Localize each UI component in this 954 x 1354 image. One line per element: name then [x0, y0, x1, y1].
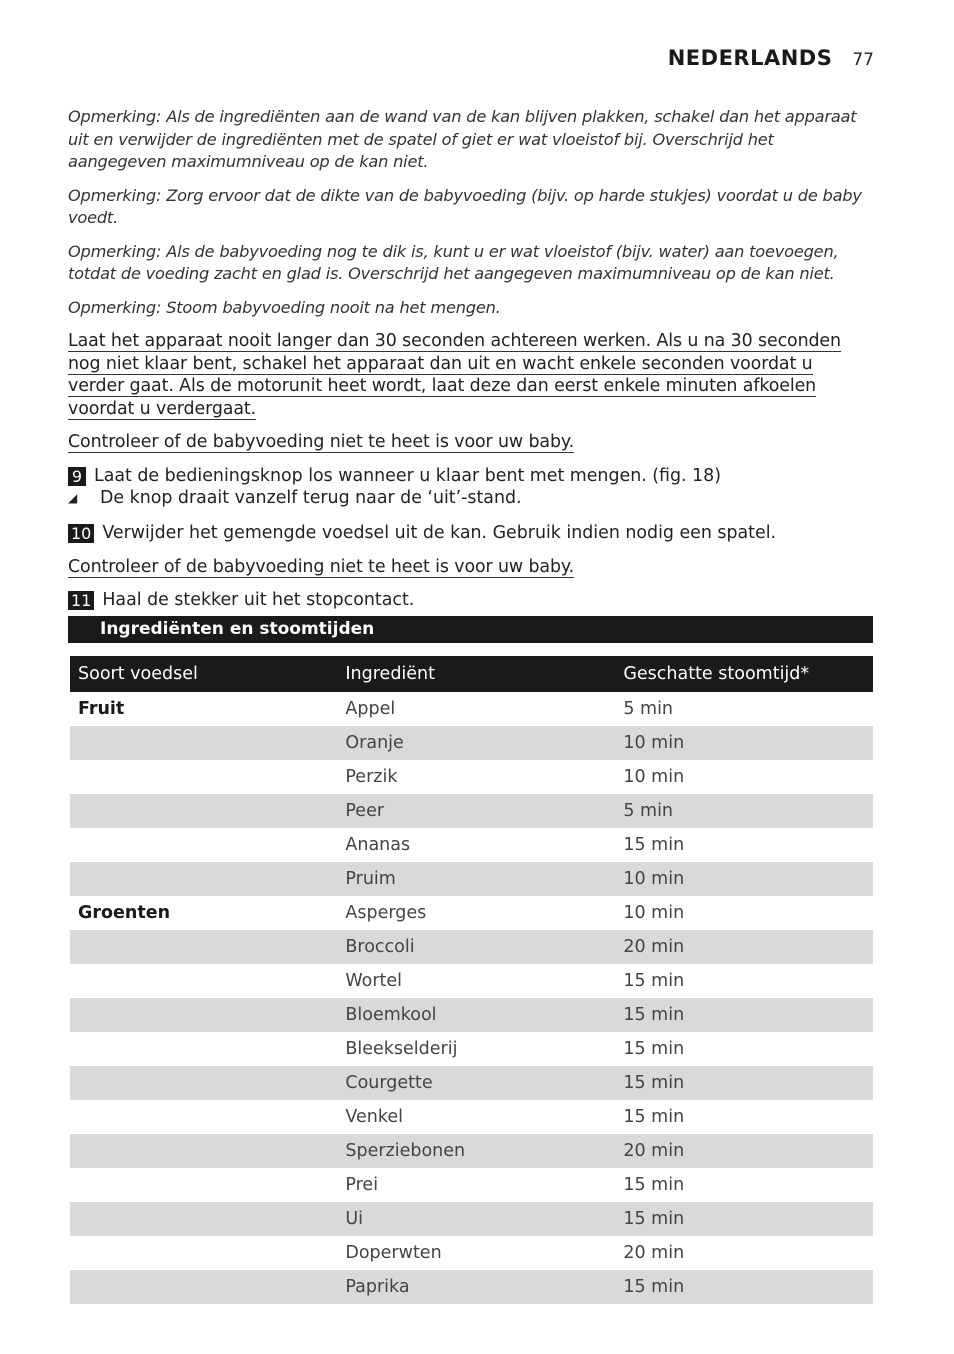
cell-steam-time: 5 min	[623, 699, 674, 719]
column-header-ingredient: Ingrediënt	[337, 656, 615, 692]
table-row	[70, 862, 873, 896]
cell-ingredient: Doperwten	[345, 1243, 442, 1263]
cell-food-type	[70, 1270, 337, 1304]
cell-food-type	[70, 1236, 337, 1270]
step-9-result	[68, 487, 874, 509]
page-number: 77	[852, 50, 874, 70]
warning-heat-1	[68, 431, 874, 454]
cell-ingredient: Wortel	[345, 971, 403, 991]
table-row	[70, 896, 873, 930]
cell-steam-time: 10 min	[623, 767, 685, 787]
cell-steam-time: 15 min	[615, 1270, 873, 1304]
table-row	[70, 828, 873, 862]
table-row	[70, 1066, 873, 1100]
cell-steam-time: 10 min	[615, 862, 873, 896]
step-number-badge: 10	[68, 524, 94, 543]
note-2: Opmerking: Zorg ervoor dat de dikte van de babyvoeding (bijv. op harde stukjes) voordat u de baby voedt.	[68, 185, 862, 227]
page-header	[668, 46, 874, 70]
cell-food-type	[70, 1066, 337, 1100]
warning-runtime	[68, 330, 874, 420]
cell-steam-time: 20 min	[623, 1243, 685, 1263]
cell-food-type	[70, 828, 337, 862]
table-row	[70, 930, 873, 964]
warning-heat-1-text: Controleer of de babyvoeding niet te heet is voor uw baby.	[68, 432, 575, 452]
cell-steam-time: 10 min	[623, 903, 685, 923]
cell-food-type	[70, 794, 337, 828]
cell-ingredient: Ui	[337, 1202, 615, 1236]
table-row	[70, 1100, 873, 1134]
step-9	[68, 465, 874, 487]
cell-ingredient: Bleekselderij	[345, 1039, 458, 1059]
table-row	[70, 1168, 873, 1202]
cell-steam-time: 10 min	[615, 726, 873, 760]
page-content	[68, 106, 874, 611]
table-row	[70, 794, 873, 828]
warning-heat-2	[68, 556, 874, 579]
cell-steam-time: 15 min	[623, 971, 685, 991]
cell-food-type	[70, 862, 337, 896]
note-1: Opmerking: Als de ingrediënten aan de wand van de kan blijven plakken, schakel dan het apparaat uit en verwijder de ingrediënten met de spatel of giet er wat vloeistof bij. Overschrijd het aangegeven maximumniveau op de kan niet.	[68, 107, 857, 171]
step-text: Laat de bedieningsknop los wanneer u klaar bent met mengen. (fig. 18)	[94, 465, 722, 486]
table-row	[70, 1134, 873, 1168]
cell-food-type	[70, 760, 337, 794]
cell-steam-time: 15 min	[623, 835, 685, 855]
table-row	[70, 692, 873, 726]
cell-food-type	[70, 930, 337, 964]
cell-steam-time: 20 min	[615, 930, 873, 964]
column-header-steam-time: Geschatte stoomtijd*	[615, 656, 873, 692]
note-3: Opmerking: Als de babyvoeding nog te dik is, kunt u er wat vloeistof (bijv. water) aan toevoegen, totdat de voeding zacht en glad is. Overschrijd het aangegeven maximumniveau op de kan niet.	[68, 241, 839, 283]
cell-ingredient: Appel	[345, 699, 396, 719]
cell-food-type	[70, 1134, 337, 1168]
cell-ingredient: Paprika	[337, 1270, 615, 1304]
cell-steam-time: 15 min	[615, 1066, 873, 1100]
cell-food-type	[70, 1032, 337, 1066]
cell-ingredient: Pruim	[337, 862, 615, 896]
language-label: NEDERLANDS	[667, 46, 833, 70]
cell-ingredient: Peer	[337, 794, 615, 828]
table-body	[70, 692, 873, 1304]
cell-ingredient: Oranje	[337, 726, 615, 760]
cell-ingredient: Prei	[345, 1175, 379, 1195]
column-header-food-type: Soort voedsel	[70, 656, 337, 692]
cell-steam-time: 20 min	[615, 1134, 873, 1168]
cell-food-type	[70, 1168, 337, 1202]
cell-ingredient: Perzik	[345, 767, 398, 787]
table-row	[70, 1236, 873, 1270]
cell-food-type	[70, 964, 337, 998]
cell-food-type: Groenten	[78, 903, 171, 923]
step-text: Haal de stekker uit het stopcontact.	[102, 590, 415, 610]
cell-ingredient: Bloemkool	[337, 998, 615, 1032]
step-number-badge: 11	[68, 591, 94, 610]
warning-heat-2-text: Controleer of de babyvoeding niet te heet is voor uw baby.	[68, 556, 575, 577]
table-row	[70, 1270, 873, 1304]
cell-food-type: Fruit	[78, 699, 125, 719]
cell-ingredient: Sperziebonen	[337, 1134, 615, 1168]
cell-steam-time: 5 min	[615, 794, 873, 828]
warning-runtime-text: Laat het apparaat nooit langer dan 30 seconden achtereen werken. Als u na 30 seconden nog niet klaar bent, schakel het apparaat dan uit en wacht enkele seconden voordat u verder gaat. Als de motorunit heet wordt, laat deze dan eerst enkele minuten afkoelen voordat u verdergaat.	[68, 331, 841, 419]
step-11	[68, 589, 874, 611]
cell-ingredient: Ananas	[345, 835, 411, 855]
note-4: Opmerking: Stoom babyvoeding nooit na het mengen.	[68, 297, 501, 317]
step-10	[68, 522, 874, 544]
cell-steam-time: 15 min	[623, 1039, 685, 1059]
cell-steam-time: 15 min	[615, 1202, 873, 1236]
arrow-bullet-icon: ◢	[68, 490, 78, 505]
cell-ingredient: Courgette	[337, 1066, 615, 1100]
steaming-times-table	[70, 656, 873, 1304]
section-title: Ingrediënten en stoomtijden	[68, 616, 873, 643]
table-row	[70, 1202, 873, 1236]
cell-food-type	[70, 726, 337, 760]
cell-food-type	[70, 998, 337, 1032]
cell-steam-time: 15 min	[615, 998, 873, 1032]
table-header-row	[70, 656, 873, 692]
step-text: Verwijder het gemengde voedsel uit de kan. Gebruik indien nodig een spatel.	[102, 522, 777, 543]
cell-ingredient: Asperges	[345, 903, 427, 923]
cell-food-type	[70, 1202, 337, 1236]
table-row	[70, 1032, 873, 1066]
cell-steam-time: 15 min	[623, 1107, 685, 1127]
step-result-text: De knop draait vanzelf terug naar de ‘uit’-stand.	[100, 487, 522, 508]
table-row	[70, 998, 873, 1032]
table-row	[70, 760, 873, 794]
cell-steam-time: 15 min	[623, 1175, 685, 1195]
cell-ingredient: Venkel	[345, 1107, 403, 1127]
table-row	[70, 964, 873, 998]
table-row	[70, 726, 873, 760]
cell-food-type	[70, 1100, 337, 1134]
step-number-badge: 9	[68, 467, 86, 486]
cell-ingredient: Broccoli	[337, 930, 615, 964]
